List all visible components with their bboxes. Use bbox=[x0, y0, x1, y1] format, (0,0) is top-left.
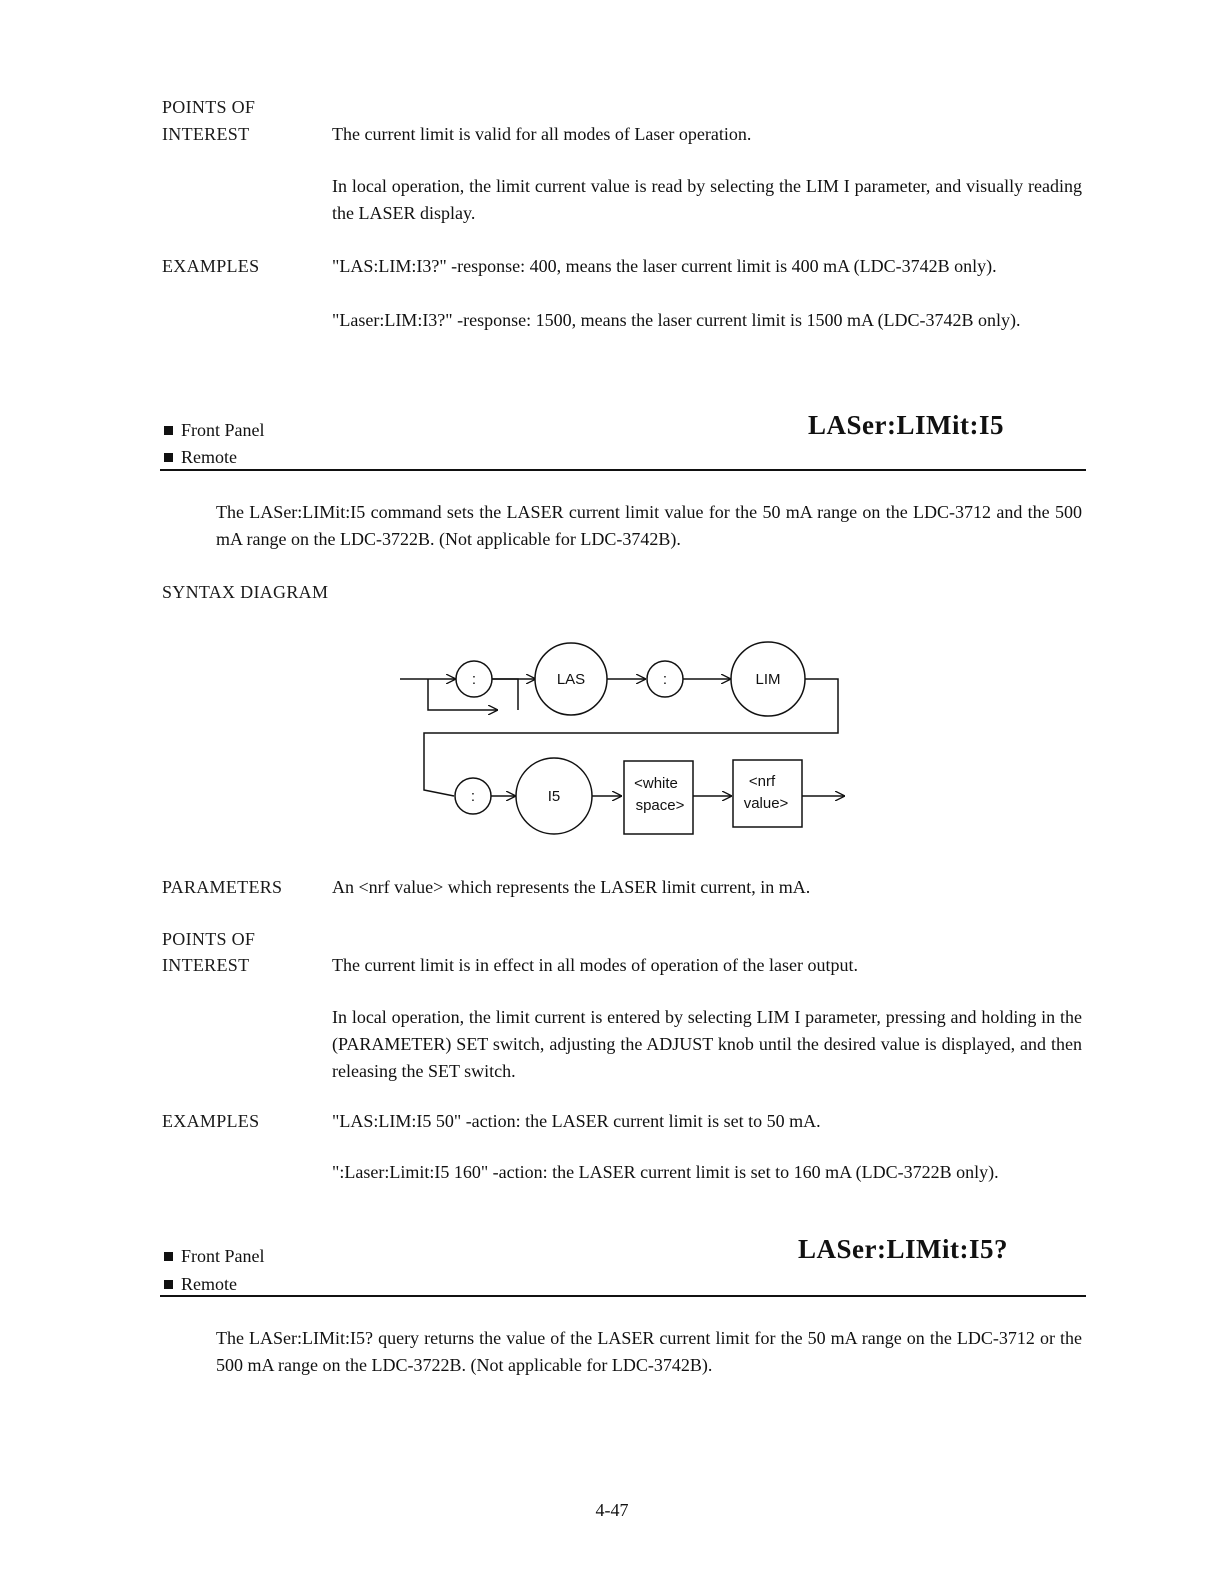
front-panel-label: Front Panel bbox=[181, 420, 265, 440]
nrf-value-box bbox=[733, 760, 802, 827]
colon-text: : bbox=[470, 788, 476, 805]
colon-text: : bbox=[662, 671, 668, 688]
poi-label-1: POINTS OF bbox=[162, 97, 256, 117]
command-title: LASer:LIMit:I5 bbox=[808, 410, 1004, 440]
poi-text: In local operation, the limit current value is read by selecting the LIM I parameter, and visually reading the LASER display. bbox=[332, 176, 1082, 223]
poi-label-1: POINTS OF bbox=[162, 929, 256, 949]
header-rule bbox=[160, 1295, 1086, 1297]
white-space-text: space> bbox=[635, 797, 685, 814]
command-description: The LASer:LIMit:I5 command sets the LASER current limit value for the 50 mA range on the LDC-3712 and the 500 mA range on the LDC-3722B. (Not applicable for LDC-3742B). bbox=[216, 502, 1082, 549]
syntax-diagram-label: SYNTAX DIAGRAM bbox=[162, 582, 329, 602]
poi-label-2: INTEREST bbox=[162, 955, 250, 975]
remote-tag bbox=[164, 1271, 237, 1298]
square-bullet-icon bbox=[164, 1280, 173, 1289]
example-text: "Laser:LIM:I3?" -response: 1500, means the laser current limit is 1500 mA (LDC-3742B only). bbox=[332, 310, 1021, 330]
example-text: "LAS:LIM:I3?" -response: 400, means the laser current limit is 400 mA (LDC-3742B only). bbox=[332, 256, 997, 276]
colon-text: : bbox=[471, 671, 477, 688]
example-text: ":Laser:Limit:I5 160" -action: the LASER current limit is set to 160 mA (LDC-3722B only). bbox=[332, 1162, 999, 1182]
nrf-value-text: <nrf bbox=[748, 773, 776, 790]
nrf-value-text: value> bbox=[743, 795, 789, 812]
parameters-text: An <nrf value> which represents the LASER limit current, in mA. bbox=[332, 877, 811, 897]
square-bullet-icon bbox=[164, 453, 173, 462]
command-title: LASer:LIMit:I5? bbox=[798, 1234, 1008, 1264]
front-panel-tag bbox=[164, 1243, 265, 1270]
remote-tag bbox=[164, 444, 237, 471]
front-panel-label: Front Panel bbox=[181, 1246, 265, 1266]
page-number: 4-47 bbox=[595, 1500, 629, 1520]
square-bullet-icon bbox=[164, 1252, 173, 1261]
square-bullet-icon bbox=[164, 426, 173, 435]
command-description: The LASer:LIMit:I5? query returns the value of the LASER current limit for the 50 mA range on the LDC-3712 or the 500 mA range on the LDC-3722B. (Not applicable for LDC-3742B). bbox=[216, 1328, 1082, 1375]
las-text: LAS bbox=[556, 671, 586, 688]
white-space-text: <white bbox=[634, 775, 678, 792]
poi-text: The current limit is valid for all modes of Laser operation. bbox=[332, 124, 752, 144]
examples-label: EXAMPLES bbox=[162, 256, 260, 276]
poi-label-2: INTEREST bbox=[162, 124, 250, 144]
example-text: "LAS:LIM:I5 50" -action: the LASER current limit is set to 50 mA. bbox=[332, 1111, 821, 1131]
poi-text: In local operation, the limit current is entered by selecting LIM I parameter, pressing and holding in the (PARAMETER) SET switch, adjusting the ADJUST knob until the desired value is displayed, and then releasing the SET switch. bbox=[332, 1007, 1082, 1081]
i5-text: I5 bbox=[547, 788, 561, 805]
parameters-label: PARAMETERS bbox=[162, 877, 283, 897]
header-rule bbox=[160, 469, 1086, 471]
remote-label: Remote bbox=[181, 447, 237, 467]
remote-label: Remote bbox=[181, 1274, 237, 1294]
examples-label: EXAMPLES bbox=[162, 1111, 260, 1131]
syntax-diagram bbox=[395, 628, 855, 838]
front-panel-tag bbox=[164, 417, 265, 444]
lim-text: LIM bbox=[755, 671, 781, 688]
poi-text: The current limit is in effect in all modes of operation of the laser output. bbox=[332, 955, 859, 975]
